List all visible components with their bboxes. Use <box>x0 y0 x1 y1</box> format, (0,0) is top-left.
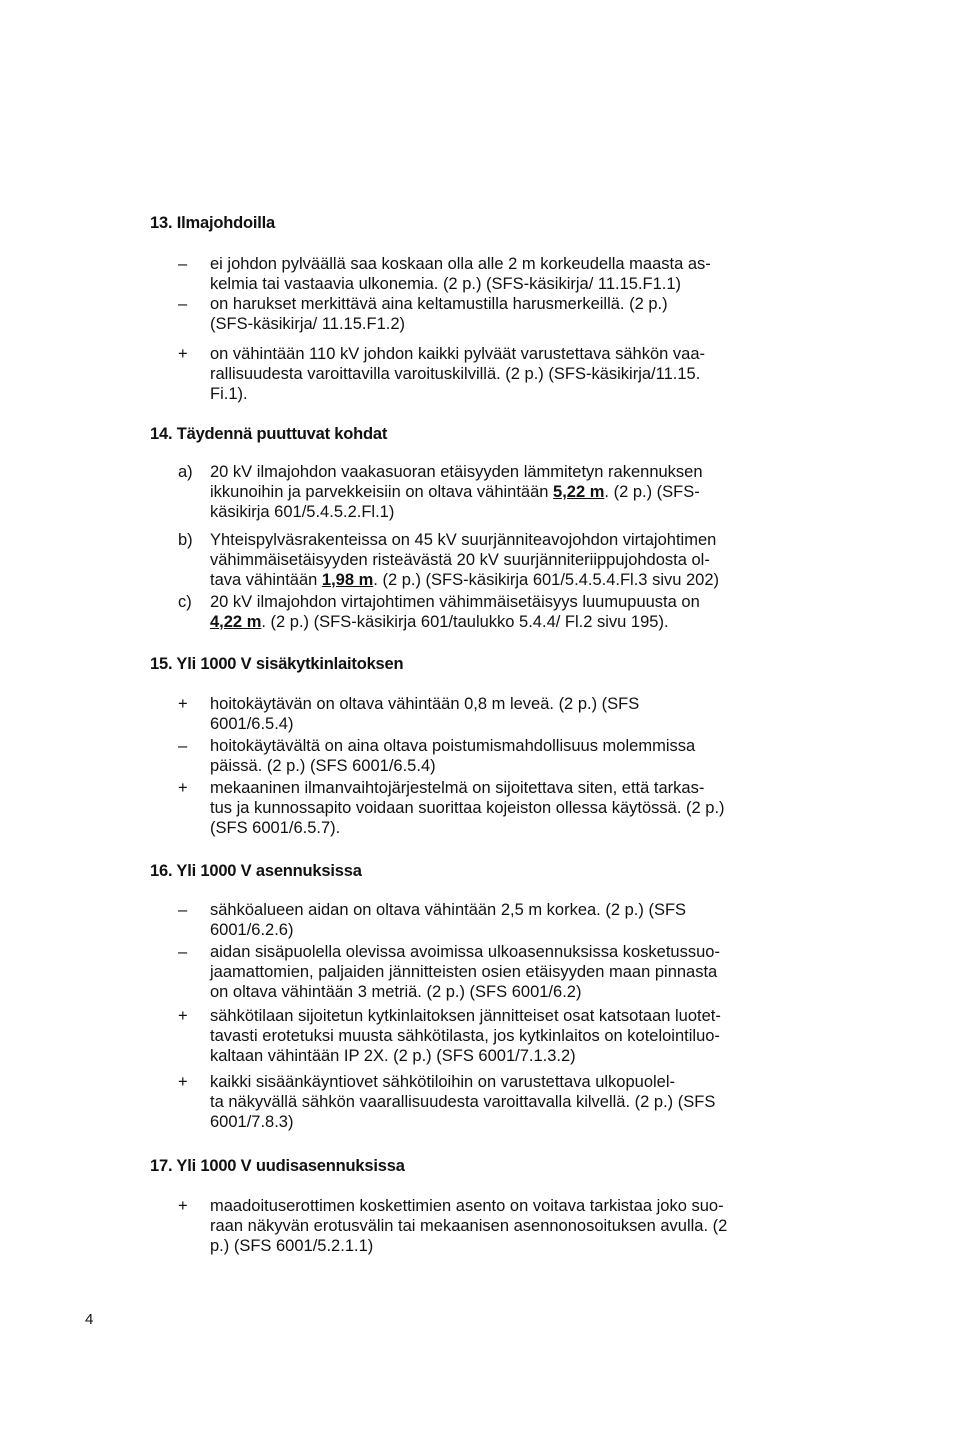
item-line: ta näkyvällä sähkön vaarallisuudesta varoittavalla kilvellä. (2 p.) (SFS <box>210 1093 716 1111</box>
item-text <box>210 294 770 334</box>
item-text <box>210 462 770 522</box>
item-line: on vähintään 110 kV johdon kaikki pylväät varustettava sähkön vaa- <box>210 345 705 363</box>
item-line: hoitokäytävän on oltava vähintään 0,8 m leveä. (2 p.) (SFS <box>210 695 640 713</box>
item-line: ikkunoihin ja parvekkeisiin on oltava vähintään 5,22 m. (2 p.) (SFS- <box>210 483 700 501</box>
item-marker: – <box>178 943 188 961</box>
item-line: kaikki sisäänkäyntiovet sähkötiloihin on varustettava ulkopuolel- <box>210 1073 676 1091</box>
filled-answer: 5,22 m <box>553 483 605 501</box>
item-marker: + <box>178 1073 188 1091</box>
item-line: Yhteispylväsrakenteissa on 45 kV suurjänniteavojohdon virtajohtimen <box>210 531 717 549</box>
page-number: 4 <box>85 1311 94 1328</box>
item-marker: – <box>178 255 188 273</box>
item-line: 6001/7.8.3) <box>210 1113 294 1131</box>
item-line: käsikirja 601/5.4.5.2.Fl.1) <box>210 503 395 521</box>
item-line: tava vähintään 1,98 m. (2 p.) (SFS-käsikirja 601/5.4.5.4.Fl.3 sivu 202) <box>210 571 720 589</box>
item-marker: + <box>178 1197 188 1215</box>
item-line: päissä. (2 p.) (SFS 6001/6.5.4) <box>210 757 436 775</box>
item-text <box>210 900 770 940</box>
item-text <box>210 778 770 838</box>
item-line: Fi.1). <box>210 385 248 403</box>
item-text <box>210 344 770 404</box>
item-line: tus ja kunnossapito voidaan suorittaa kojeiston ollessa käytössä. (2 p.) <box>210 799 725 817</box>
item-text <box>210 1006 770 1066</box>
item-line: sähkötilaan sijoitetun kytkinlaitoksen jännitteiset osat katsotaan luotet- <box>210 1007 721 1025</box>
item-text <box>210 942 770 1002</box>
item-marker: c) <box>178 593 192 611</box>
section-15-heading: 15. Yli 1000 V sisäkytkinlaitoksen <box>150 655 404 673</box>
item-text <box>210 592 770 632</box>
item-text <box>210 530 770 590</box>
item-line: mekaaninen ilmanvaihtojärjestelmä on sijoitettava siten, että tarkas- <box>210 779 705 797</box>
item-marker: + <box>178 1007 188 1025</box>
section-13-heading: 13. Ilmajohdoilla <box>150 214 275 232</box>
item-line: 4,22 m. (2 p.) (SFS-käsikirja 601/taulukko 5.4.4/ Fl.2 sivu 195). <box>210 613 669 631</box>
item-marker: b) <box>178 531 193 549</box>
item-line: on harukset merkittävä aina keltamustilla harusmerkeillä. (2 p.) <box>210 295 668 313</box>
item-line: aidan sisäpuolella olevissa avoimissa ulkoasennuksissa kosketussuo- <box>210 943 720 961</box>
item-marker: a) <box>178 463 193 481</box>
item-text <box>210 254 770 294</box>
item-text <box>210 1196 770 1256</box>
section-14-heading: 14. Täydennä puuttuvat kohdat <box>150 425 388 443</box>
item-line: sähköalueen aidan on oltava vähintään 2,5 m korkea. (2 p.) (SFS <box>210 901 687 919</box>
item-line: 6001/6.5.4) <box>210 715 294 733</box>
item-line: rallisuudesta varoittavilla varoituskilvillä. (2 p.) (SFS-käsikirja/11.15. <box>210 365 701 383</box>
filled-answer: 1,98 m <box>321 571 374 589</box>
item-line: maadoituserottimen koskettimien asento on voitava tarkistaa joko suo- <box>210 1197 724 1215</box>
item-marker: – <box>178 295 188 313</box>
filled-answer: 4,22 m <box>210 613 262 631</box>
section-17-heading: 17. Yli 1000 V uudisasennuksissa <box>150 1157 405 1175</box>
item-line: 20 kV ilmajohdon vaakasuoran etäisyyden lämmitetyn rakennuksen <box>210 463 703 481</box>
item-line: (SFS-käsikirja/ 11.15.F1.2) <box>210 315 406 333</box>
section-16-heading: 16. Yli 1000 V asennuksissa <box>150 862 362 880</box>
item-marker: + <box>178 345 188 363</box>
item-line: kaltaan vähintään IP 2X. (2 p.) (SFS 6001/7.1.3.2) <box>210 1047 576 1065</box>
item-line: ei johdon pylväällä saa koskaan olla alle 2 m korkeudella maasta as- <box>210 255 711 273</box>
item-marker: + <box>178 695 188 713</box>
item-marker: – <box>178 737 188 755</box>
item-marker: + <box>178 779 188 797</box>
item-line: raan näkyvän erotusvälin tai mekaanisen asennonosoituksen avulla. (2 <box>210 1217 728 1235</box>
item-line: tavasti erotetuksi muusta sähkötilasta, jos kytkinlaitos on kotelointiluo- <box>210 1027 720 1045</box>
item-text <box>210 736 770 776</box>
item-marker: – <box>178 901 188 919</box>
item-line: p.) (SFS 6001/5.2.1.1) <box>210 1237 374 1255</box>
item-text <box>210 1072 770 1132</box>
item-line: hoitokäytävältä on aina oltava poistumismahdollisuus molemmissa <box>210 737 696 755</box>
item-line: (SFS 6001/6.5.7). <box>210 819 341 837</box>
item-line: on oltava vähintään 3 metriä. (2 p.) (SFS 6001/6.2) <box>210 983 582 1001</box>
item-line: 6001/6.2.6) <box>210 921 294 939</box>
item-line: 20 kV ilmajohdon virtajohtimen vähimmäisetäisyys luumupuusta on <box>210 593 700 611</box>
item-text <box>210 694 770 734</box>
item-line: jaamattomien, paljaiden jännitteisten osien etäisyyden maan pinnasta <box>210 963 718 981</box>
item-line: kelmia tai vastaavia ulkonemia. (2 p.) (SFS-käsikirja/ 11.15.F1.1) <box>210 275 682 293</box>
item-line: vähimmäisetäisyyden risteävästä 20 kV suurjänniteriippujohdosta ol- <box>210 551 710 569</box>
